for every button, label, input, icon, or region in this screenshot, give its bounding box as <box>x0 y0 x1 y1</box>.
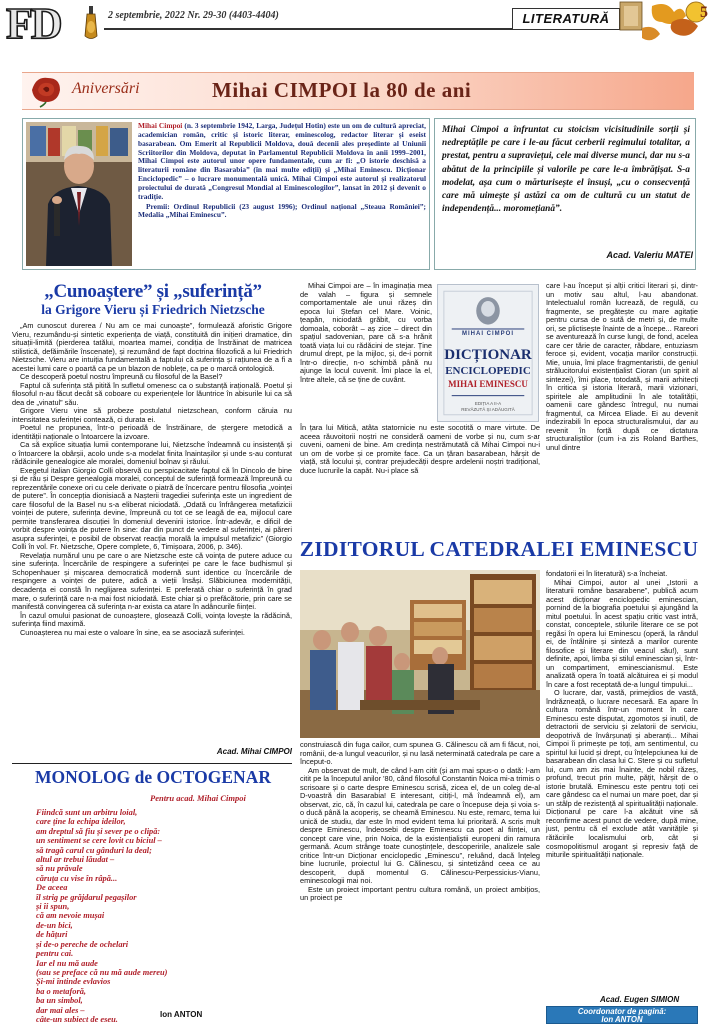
poem-line: pentru cai. <box>36 949 74 959</box>
bio-awards: Premii: Ordinul Republicii (23 august 1996); Ordinul național „Steaua României”; Medalia „Mihai Eminescu”. <box>138 201 426 220</box>
poem-line: care ține la echipa ideilor, <box>36 817 126 827</box>
book-edition-1: EDIȚIA A II-A <box>474 401 502 406</box>
section-label: LITERATURĂ <box>512 8 620 30</box>
paragraph: Revelația numărul unu pe care o are Nietzsche este că voința de putere aduce cu sine suferința. Încercările de respingere a suferinței pe care le face budhismul și Schopenhauer și mișcarea democratică modernă sunt identice cu încercările de respingere a voinței de putere, adică a vieții însăși. Slăbiciunea modernității, decadența ei constă în neglijarea suferinței. E preferată chiar o suferință în grad mare, o suferință care n-a mai fost niciodată. Este chiar și o prefăcătorie, prin care se manifestă convingerea că suferința n-ar exista ca atare în adâncurile ființei. <box>12 550 292 612</box>
poem-line: de-un bici, <box>36 920 73 930</box>
middle-column-top <box>300 282 432 384</box>
poem-title: MONOLOG de OCTOGENAR <box>35 767 271 787</box>
portrait-photo <box>26 122 132 266</box>
page-coordinator-box <box>546 1006 698 1024</box>
column-divider <box>12 763 292 764</box>
poem-line: dar mai ales – <box>36 1005 85 1015</box>
header-rule <box>104 28 524 30</box>
poem-line: îl strig pe grăjdarul pegașilor <box>36 892 137 902</box>
book-title-2: ENCICLOPEDIC <box>445 365 531 377</box>
article2-title: ZIDITORUL CATEDRALEI EMINESCU <box>299 537 699 561</box>
paragraph: Ca să explice situația lumii contemporane lui, Nietzsche îndeamnă cu insistență și o întoarcere la obârșii, acolo unde s-a modelat finita înaintașilor și unde s-au conturat rădăcinile genealogice ale moralei, domeniul bolnav și răului. <box>12 440 292 467</box>
article1-author: Acad. Mihai CIMPOI <box>216 747 292 756</box>
poem-line: un sentiment se cere lovit cu biciul – <box>36 836 162 846</box>
book-author: MIHAI CIMPOI <box>462 331 514 337</box>
paragraph: Mihai Cimpoi are – în imaginația mea de valah – figura și semnele comportamentale ale unui răzeș din epoca lui Ștefan cel Mare. Voinic, țeapăn, niciodată grăbit, cu vorba domoala, coborât – aș zice – direct din spațiul sadovenian, pare că s-a hrănit toată viața lui cu rădăcini de stejar. Ține drumul drept, pe la mijloc, și, de-i pornit într-o direcție, n-o schimbă până nu ajunge la locul cuvenit. Îmi place la el, între altele, că se ține de cuvânt. <box>300 281 432 384</box>
poem-line: ba o metaforă, <box>36 986 87 996</box>
poem-line: căruța cu vise în râpă... <box>36 873 118 883</box>
article1-body <box>12 322 292 637</box>
poem-line: să nu prăvale <box>36 864 83 874</box>
library-event-photo <box>300 570 540 738</box>
poem-dedication: Pentru acad. Mihai Cimpoi <box>150 793 246 803</box>
bio-name: Mihai Cimpoi <box>138 121 183 130</box>
book-title-1: DICȚIONAR <box>444 347 532 363</box>
paragraph: Mihai Cimpoi, autor al unei „Istorii a literaturii române basarabene”, publică acum acest dicționar enciclopedic eminescian, pornind de la biografia poetului și ajungând la mitul poetului. În acest spațiu critic vast intră, constat, conceptele, stilurile literare ce se pot regăsi în opera lui Eminescu (operă, la rândul ei, de întâlnire și sinteză a marilor curente filosofice și literare din veacul său!), sunt definite, apoi, limba și stilul eminescian și, într-un compartiment, eminescianismul. Este analizată opera în toată alcătuirea ei și modul în care a fost receptată de-a lungul timpului... <box>546 577 698 689</box>
quote-author: Acad. Valeriu MATEI <box>606 250 693 260</box>
article2-author: Acad. Eugen SIMION <box>600 995 680 1004</box>
page-header <box>0 0 715 52</box>
paragraph: Grigore Vieru vine să probeze postulatul nietzschean, conform căruia nu intensitatea suferinței contează, ci durata ei. <box>12 406 292 424</box>
book-edition-2: REVĂZUTĂ ȘI ADĂUGITĂ <box>461 407 515 412</box>
poem-text <box>36 808 276 1024</box>
poem-line: altul ar trebui lăudat – <box>36 855 115 865</box>
issue-date: 2 septembrie, 2022 Nr. 29-30 (4403-4404) <box>108 10 279 21</box>
paragraph: fondatorii ei în literatură) s-a încheiat. <box>546 569 668 578</box>
paragraph: care l-au început și alții critici literari și, dintr-un motiv sau altul, l-au abandonat. Intelectualul român lucrează, de regulă, cu fragmente, se pregătește cu mare agitație pentru cursa de o sută de metri și, de multe ori, se plictisește înainte de a începe... Rareori se aventurează în curse lungi, de fond, acelea care cer tărie de caracter, răbdare, entuziasm feroce și, evident, vocația marilor construcții. Mie, unuia, îmi place fragmentaristii, de geniul strălucitorului existențialist Cioran (un spirit al sintezei), îmi place, totodată, și marii arhitecți în critica și istoria literară, marii vizionari, spiritele ale amplitudinii în ale totalității, oamenii care gândesc întregul, nu numai fragmentul, ca Mircea Eliade. Ei au devenit indezirabili în epoca structuralismului, dar au revenit în forță după ce dictatura structuraliștilor (cum i-a zis Roland Barthes, unul dintre <box>546 281 698 452</box>
book-title-3: MIHAI EMINESCU <box>448 379 528 389</box>
paragraph: O lucrare, dar, vastă, primejdios de vastă, îndrăzneață, o lucrare necesară. Ea apare în cultura română într-un moment în care Eminescu este disputat, zgomotos și inutil, de detractorii de serviciu și zelatorii de serviciu, deopotrivă de învârșunați și aberanți... Mihai Cimpoi îi primește pe toți, am sentimentul, cu spiritul lui lucid și drept, cu înțelepciunea lui de basarabean din clasa lui C. Stere și cu sufletul lui, cum am zis mai înainte, de nobil răzeș, profund, trecut prin multe, pățit, hărșit de o istorie brutală. Eminescu este pentru toți cei care gândesc ca el numai un mare poet, dar și un stâlp de rezistență al spiritualității naționale. Dicționarul pe care l-a alcătuit vine să reconfirme acest punct de vedere, după mine, just, pentru că el exclude atât vanitățile și rătăcirile localismului orb, cât și cosmopolitismul arogant și represiv față de miturile spiritualității naționale. <box>546 688 698 860</box>
poem-line: (sau se preface că nu mă aude mereu) <box>36 967 168 977</box>
poem-line: Fiindcă sunt un arbitru loial, <box>36 808 138 817</box>
poem-line: și îi spun, <box>36 902 70 912</box>
quote-text: Mihai Cimpoi a înfruntat cu stoicism vicisitudinile sorții și nedreptățile pe care i le-au făcut cerberii regimului totalitar, a prestat, pentru a supraviețui, cele mai diverse munci, dar nu s-a abătut de la principiile și valorile pe care le-a îmbrățișat. S-a modelat, așa cum o mărturisește el însuși, „cu o consecvență care mă uimește și astăzi ca om de cultură cu un statut de independență... moromețiană”. <box>442 125 690 215</box>
poem-line: De aceea <box>36 883 68 893</box>
middle-column-mid <box>300 424 540 475</box>
page-title: Mihai CIMPOI la 80 de ani <box>212 78 472 102</box>
paragraph: „Am cunoscut durerea / Nu am ce mai cunoaște”, formulează aforistic Grigore Vieru, rezumându-și sintetic experiența de viață, constituită din inițieri dramatice, din situații-limită (pierderea tatălui, moartea mamei, condiția de înstrăinat de matricea stilistică, defăimările înscenate), și rezumând de fapt doctrina filozofică a lui Friedrich Nietzsche. Vieru are intuiția fundamentală a faptului că suferința și rațiunea de a fi a acestei lumi care o poartă ca pe un blazon de noblețe, ca pe o marcă ontologică. <box>12 321 292 373</box>
rose-icon <box>28 74 64 108</box>
paragraph: În țara lui Miticâ, atâta statornicie nu este socotită o mare virtute. De aceea răuvoitorii noștri ne consideră oameni de vorbe și nu, cum s-ar cuveni, oameni de bine. Am credința nestrămutată că Mihai Cimpoi nu-i un om de vorbe și ce promite face. Ca un țăran basarabean, hărșit de viață, stă locului și, contrar prejudecății despre ardelenii noștri tradițional, duce lucrurile la capăt. Nu-i place să <box>300 423 540 475</box>
paragraph: Am observat de mult, de când l-am citit (și am mai spus-o o dată: l-am citit pe la începutul anilor '80, când filosoful Constantin Noica mi-a trimis o scrisoare și o carte despre Eminescu scrisă, zicea el, de un coleg de-al D-voastră din Basarabia! E interesant, citiți-l, mă îndeamnă el), am observat, zic, că, în cazul lui, catedrala pe care o începuse deja și voia s-o ducă până la acoperiș, se cheamă Eminescu. Nu este, remarc, tema lui unică de studiu, dar este în mod evident tema lui prioritară. A scris mult despre Eminescu, îndeosebi despre Eminescu ca poet al ființei, un concept care vine, prin Noica, de la existențialiștii europeni din ramura germană. Acum strânge toate cunoștințele, descoperirile, analizele sale critice într-un Dicționar enciclopedic „Eminescu”, reluând, dacă înțeleg bine lucrurile, proiectul lui G. Călinescu, și sintetizând ceea ce au descoperit, după momentul G. Călinescu-Perpessicius-Vianu, eminescologii mai noi. <box>300 765 540 886</box>
coordinator-name: Ion ANTON <box>601 1015 643 1024</box>
bio-body: (n. 3 septembrie 1942, Larga, Județul Hotin) este un om de cultură apreciat, academician român, critic și istoric literar, eminescolog, redactor literar și eseist basarabean. Om Emerit al Republicii Moldova, două decenii ales președinte al Uniunii Scriitorilor din Moldova, deputat în Parlamentul Republicii Moldova în anii 1999–2001, Mihai Cimpoi este autorul unor opere fundamentale, cum ar fi: „O istorie deschisă a literaturii române din Basarabia” (în mai multe ediții) și „Mihai Eminescu. Dicționar Enciclopedic” – o lucrare monumentală unică. Mihai Cimpoi este autorul și realizatorul proiectului de durată „Congresul Mondial al Eminescologilor”, lansat în 2012 și devenit o tradiție. <box>138 121 426 201</box>
paragraph: construiască din fuga cailor, cum spunea G. Călinescu că am fi făcut, noi, românii, de-a lungul veacurilor, și nu lasă neterminată catedrala pe care a început-o. <box>300 740 540 767</box>
book-cover <box>437 284 539 422</box>
poem-line: Și-mi întinde evlavios <box>36 977 111 987</box>
page-number: 5 <box>700 4 708 21</box>
paragraph: Exegetul italian Giorgio Colli observă cu perspicacitate faptul că în Dincolo de bine și de rău și Despre genealogia moralei, conceptul de suferință formează împreună cu reprezentările conexe ori cu cele derivate o piatră de încercare pentru filosofia „voinței de putere”. În concepția dionisiacă a Nașterii tragediei suferința este un ingredient de care filosoful de la Basel nu s-a eliberat niciodată. „Odată cu înfrângerea metafizicii voinței de putere, suferința devine, împreună cu tot ce se leagă de ea, mijlocul care permite transferarea discuției în domeniul devenirii istorice. Într-adevăr, e dificil de vorbit despre voința de putere în sine: dar din punct de vedere al suferinței, ai păreri asupra suferinței, e posibil de observat reacția morală la impulsul metafizic” (Giorgio Colli în vol. Fr. Nietzsche, Opere complete, 6, Timișoara, 2006, p. 346). <box>12 465 292 552</box>
newspaper-logo: FD <box>6 0 61 48</box>
paragraph: În cazul omului pasionat de cunoaștere, glosează Colli, voința lovește la rădăcină, suferința fiind maximă. <box>12 610 292 629</box>
poem-line: că am nevoie mușai <box>36 911 105 921</box>
poem-line: câte-un subiect de eseu. <box>36 1014 118 1024</box>
coordinator-label: Coordonator de pagină: <box>577 1007 667 1016</box>
article1-subtitle: la Grigore Vieru și Friedrich Nietzsche <box>41 302 265 317</box>
article2-column-right <box>546 570 698 860</box>
paragraph: Faptul că suferința stă pitită în sufletul omenesc ca o substanță irațională. Poetul și filosoful n-au făcut decât să coboare cu experiențele lor lăuntrice în abisurile lui ca să dea de „vinatul” său. <box>12 380 292 407</box>
poem-line: de hățuri <box>36 930 68 940</box>
poem-line: Iar el nu mă aude <box>36 958 98 968</box>
poem-line: am dreptul să fiu și sever pe o clipă: <box>36 826 161 836</box>
paragraph: Este un proiect important pentru cultura română, un proiect ambițios, un proiect pe <box>300 884 540 903</box>
bio-text <box>138 122 426 220</box>
article2-column-left <box>300 741 540 903</box>
paragraph: Ce descoperă poetul nostru împreună cu filosoful de la Basel? <box>20 372 223 382</box>
paragraph: Cunoașterea nu mai este o valoare în sine, ea se asociază suferinței. <box>20 627 245 637</box>
poem-line: și de-o pereche de ochelari <box>36 939 129 949</box>
rubric-label: Aniversări <box>72 80 140 97</box>
poem-line: să tragă carul cu gânduri la deal; <box>36 845 152 855</box>
article1-title: „Cunoaștere” și „suferință” <box>44 281 262 302</box>
poem-author: Ion ANTON <box>160 1010 203 1019</box>
quill-bottle-icon <box>84 6 98 40</box>
poem-line: ba un simbol, <box>36 996 83 1006</box>
paragraph: Poetul ne propunea, într-o perioadă de înstrăinare, de ștergere metodică a identității naționale o întoarcere la izvoare. <box>12 423 292 441</box>
right-column-top <box>546 282 698 452</box>
